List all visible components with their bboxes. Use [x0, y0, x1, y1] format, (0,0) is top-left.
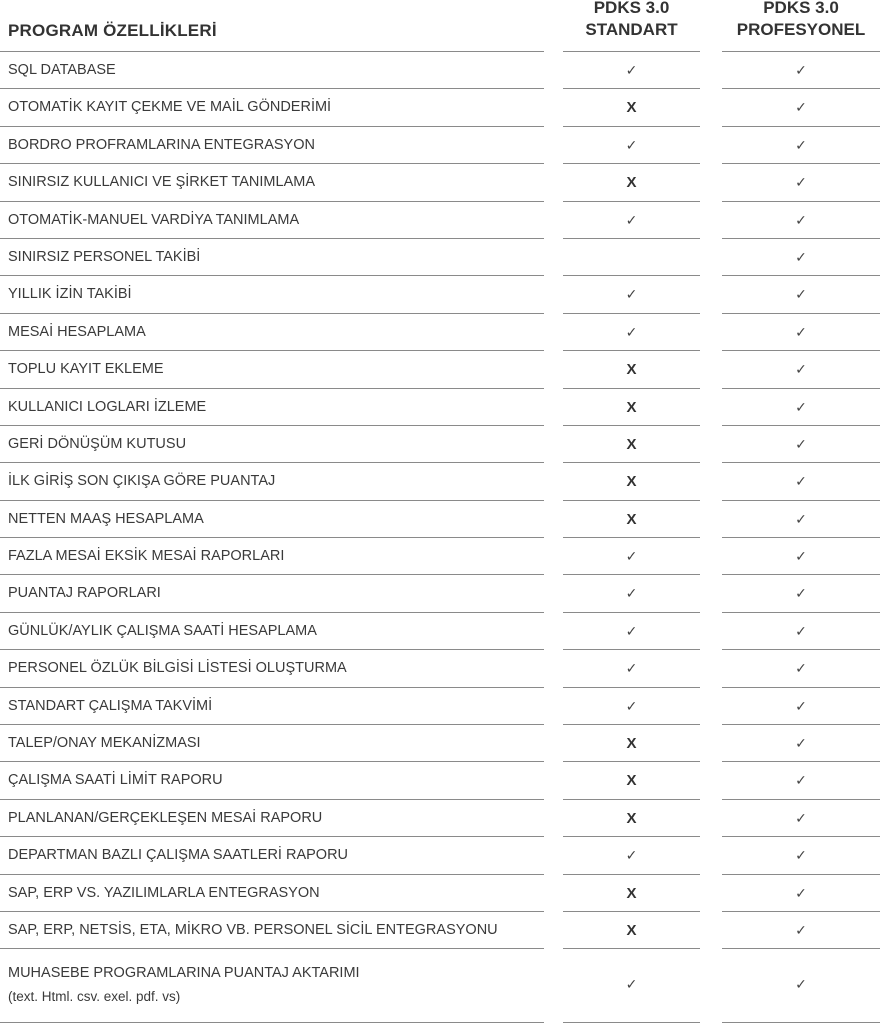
- table-row: [0, 725, 882, 762]
- feature-text: SINIRSIZ KULLANICI VE ŞİRKET TANIMLAMA: [8, 174, 315, 191]
- feature-text: PUANTAJ RAPORLARI: [8, 585, 161, 602]
- feature-label: [8, 650, 347, 687]
- table-row: [0, 314, 882, 351]
- pro-value: ✓: [795, 585, 807, 602]
- feature-text: GERİ DÖNÜŞÜM KUTUSU: [8, 435, 187, 452]
- standard-header-line1: PDKS 3.0: [593, 0, 670, 17]
- standard-value: X: [626, 435, 637, 453]
- feature-label: [8, 538, 284, 575]
- standard-value: ✓: [625, 585, 638, 602]
- table-row: [0, 837, 882, 874]
- feature-text: MESAİ HESAPLAMA: [8, 323, 146, 340]
- feature-text: OTOMATİK KAYIT ÇEKME VE MAİL GÖNDERİMİ: [8, 99, 332, 116]
- standard-header-line2: STANDART: [585, 20, 678, 39]
- feature-text: PLANLANAN/GERÇEKLEŞEN MESAİ RAPORU: [8, 809, 323, 826]
- pro-value: ✓: [795, 435, 807, 452]
- feature-text: SQL DATABASE: [8, 62, 116, 78]
- standard-value: X: [626, 99, 637, 117]
- feature-label: [8, 837, 348, 874]
- standard-value: [563, 239, 700, 276]
- feature-text: FAZLA MESAİ EKSİK MESAİ RAPORLARI: [8, 548, 285, 565]
- standard-value: X: [626, 473, 637, 491]
- standard-value: X: [626, 174, 637, 192]
- standard-value: X: [626, 809, 637, 827]
- pro-value: ✓: [795, 286, 807, 303]
- feature-label: [8, 89, 331, 126]
- pro-value: ✓: [795, 361, 807, 378]
- feature-label: [8, 164, 315, 201]
- pro-value: ✓: [795, 660, 807, 677]
- standard-value: ✓: [625, 548, 638, 565]
- standard-value: X: [626, 921, 637, 939]
- standard-value: ✓: [625, 697, 638, 714]
- feature-text: SAP, ERP VS. YAZILIMLARLA ENTEGRASYON: [8, 884, 320, 901]
- feature-text: PERSONEL ÖZLÜK BİLGİSİ LİSTESİ OLUŞTURMA: [8, 660, 347, 677]
- table-row: [0, 650, 882, 687]
- pro-value: ✓: [795, 921, 807, 938]
- standard-value: ✓: [625, 976, 638, 993]
- feature-label: [8, 127, 315, 164]
- table-row: [0, 613, 882, 650]
- feature-text: SINIRSIZ PERSONEL TAKİBİ: [8, 248, 201, 265]
- pro-value: ✓: [795, 884, 807, 901]
- pro-value: ✓: [795, 548, 807, 565]
- pro-value: ✓: [795, 99, 807, 116]
- standard-value: ✓: [625, 660, 638, 677]
- standard-value: ✓: [625, 323, 638, 340]
- table-row: [0, 538, 882, 575]
- table-row: [0, 949, 882, 1023]
- feature-label: [8, 762, 223, 799]
- table-row: [0, 239, 882, 276]
- feature-label: [8, 276, 132, 313]
- standard-value: X: [626, 398, 637, 416]
- feature-label: [8, 962, 360, 1008]
- table-row: [0, 202, 882, 239]
- table-header: [0, 0, 882, 52]
- feature-label: [8, 314, 146, 351]
- feature-text: KULLANICI LOGLARI İZLEME: [8, 398, 207, 415]
- feature-label: [8, 725, 201, 762]
- feature-label: [8, 800, 322, 837]
- pro-value: ✓: [795, 735, 807, 752]
- standard-value: ✓: [625, 622, 638, 639]
- feature-text: SAP, ERP, NETSİS, ETA, MİKRO VB. PERSONEL SİCİL ENTEGRASYONU: [8, 921, 498, 938]
- pro-value: ✓: [795, 323, 807, 340]
- feature-label: [8, 351, 164, 388]
- pro-value: ✓: [795, 473, 807, 490]
- pro-value: ✓: [795, 772, 807, 789]
- pro-value: ✓: [795, 809, 807, 826]
- feature-label: [8, 389, 206, 426]
- table-row: [0, 501, 882, 538]
- table-row: [0, 426, 882, 463]
- table-row: [0, 276, 882, 313]
- feature-label: [8, 875, 320, 912]
- table-row: [0, 800, 882, 837]
- standard-value: ✓: [625, 136, 638, 153]
- feature-text: GÜNLÜK/AYLIK ÇALIŞMA SAATİ HESAPLAMA: [8, 622, 317, 639]
- feature-label: [8, 501, 204, 538]
- standard-value: X: [626, 735, 637, 753]
- feature-text: ÇALIŞMA SAATİ LİMİT RAPORU: [8, 772, 223, 789]
- table-row: [0, 351, 882, 388]
- table-row: [0, 912, 882, 949]
- pro-header-line2: PROFESYONEL: [736, 20, 866, 39]
- feature-label: [8, 688, 212, 725]
- feature-label: [8, 52, 116, 89]
- pro-value: ✓: [795, 211, 807, 228]
- row-divider: [722, 1022, 880, 1023]
- pro-value: ✓: [795, 697, 807, 714]
- table-row: [0, 389, 882, 426]
- table-row: [0, 463, 882, 500]
- standard-value: ✓: [625, 847, 638, 864]
- feature-text: NETTEN MAAŞ HESAPLAMA: [8, 510, 204, 527]
- feature-label: [8, 463, 275, 500]
- feature-subtext: (text. Html. csv. exel. pdf. vs): [8, 989, 181, 1005]
- standard-value: X: [626, 510, 637, 528]
- feature-column-header: PROGRAM ÖZELLİKLERİ: [8, 21, 217, 40]
- table-row: [0, 127, 882, 164]
- pro-value: ✓: [795, 62, 807, 78]
- feature-label: [8, 426, 186, 463]
- standard-value: ✓: [625, 211, 638, 228]
- table-body: [0, 52, 882, 1023]
- pro-value: ✓: [795, 136, 807, 153]
- pro-value: ✓: [795, 248, 807, 265]
- pro-header-line1: PDKS 3.0: [763, 0, 839, 17]
- feature-label: [8, 239, 200, 276]
- table-row: [0, 688, 882, 725]
- feature-text: OTOMATİK-MANUEL VARDİYA TANIMLAMA: [8, 211, 300, 228]
- pro-value: ✓: [795, 174, 807, 191]
- table-row: [0, 575, 882, 612]
- pro-value: ✓: [795, 976, 807, 993]
- standard-column-header: [563, 0, 700, 41]
- feature-text: DEPARTMAN BAZLI ÇALIŞMA SAATLERİ RAPORU: [8, 847, 349, 864]
- pro-value: ✓: [795, 622, 807, 639]
- standard-value: ✓: [625, 62, 638, 78]
- pro-value: ✓: [795, 398, 807, 415]
- feature-label: [8, 202, 299, 239]
- standard-value: X: [626, 884, 637, 902]
- table-row: [0, 89, 882, 126]
- pro-value: ✓: [795, 510, 807, 527]
- feature-text: MUHASEBE PROGRAMLARINA PUANTAJ AKTARIMI: [8, 965, 360, 982]
- feature-text: İLK GİRİŞ SON ÇIKIŞA GÖRE PUANTAJ: [8, 473, 276, 490]
- standard-value: X: [626, 361, 637, 379]
- feature-label: [8, 912, 498, 949]
- row-divider: [563, 1022, 700, 1023]
- standard-value: X: [626, 772, 637, 790]
- feature-text: TOPLU KAYIT EKLEME: [8, 361, 164, 378]
- table-row: [0, 875, 882, 912]
- feature-text: TALEP/ONAY MEKANİZMASI: [8, 735, 201, 752]
- feature-text: BORDRO PROFRAMLARINA ENTEGRASYON: [8, 136, 315, 153]
- table-row: [0, 762, 882, 799]
- pro-column-header: [722, 0, 880, 41]
- feature-text: YILLIK İZİN TAKİBİ: [8, 286, 132, 303]
- pro-value: ✓: [795, 847, 807, 864]
- standard-value: ✓: [625, 286, 638, 303]
- feature-label: [8, 613, 317, 650]
- feature-label: [8, 575, 161, 612]
- table-row: [0, 164, 882, 201]
- feature-text: STANDART ÇALIŞMA TAKVİMİ: [8, 697, 213, 714]
- table-row: [0, 52, 882, 89]
- row-divider: [0, 1022, 544, 1023]
